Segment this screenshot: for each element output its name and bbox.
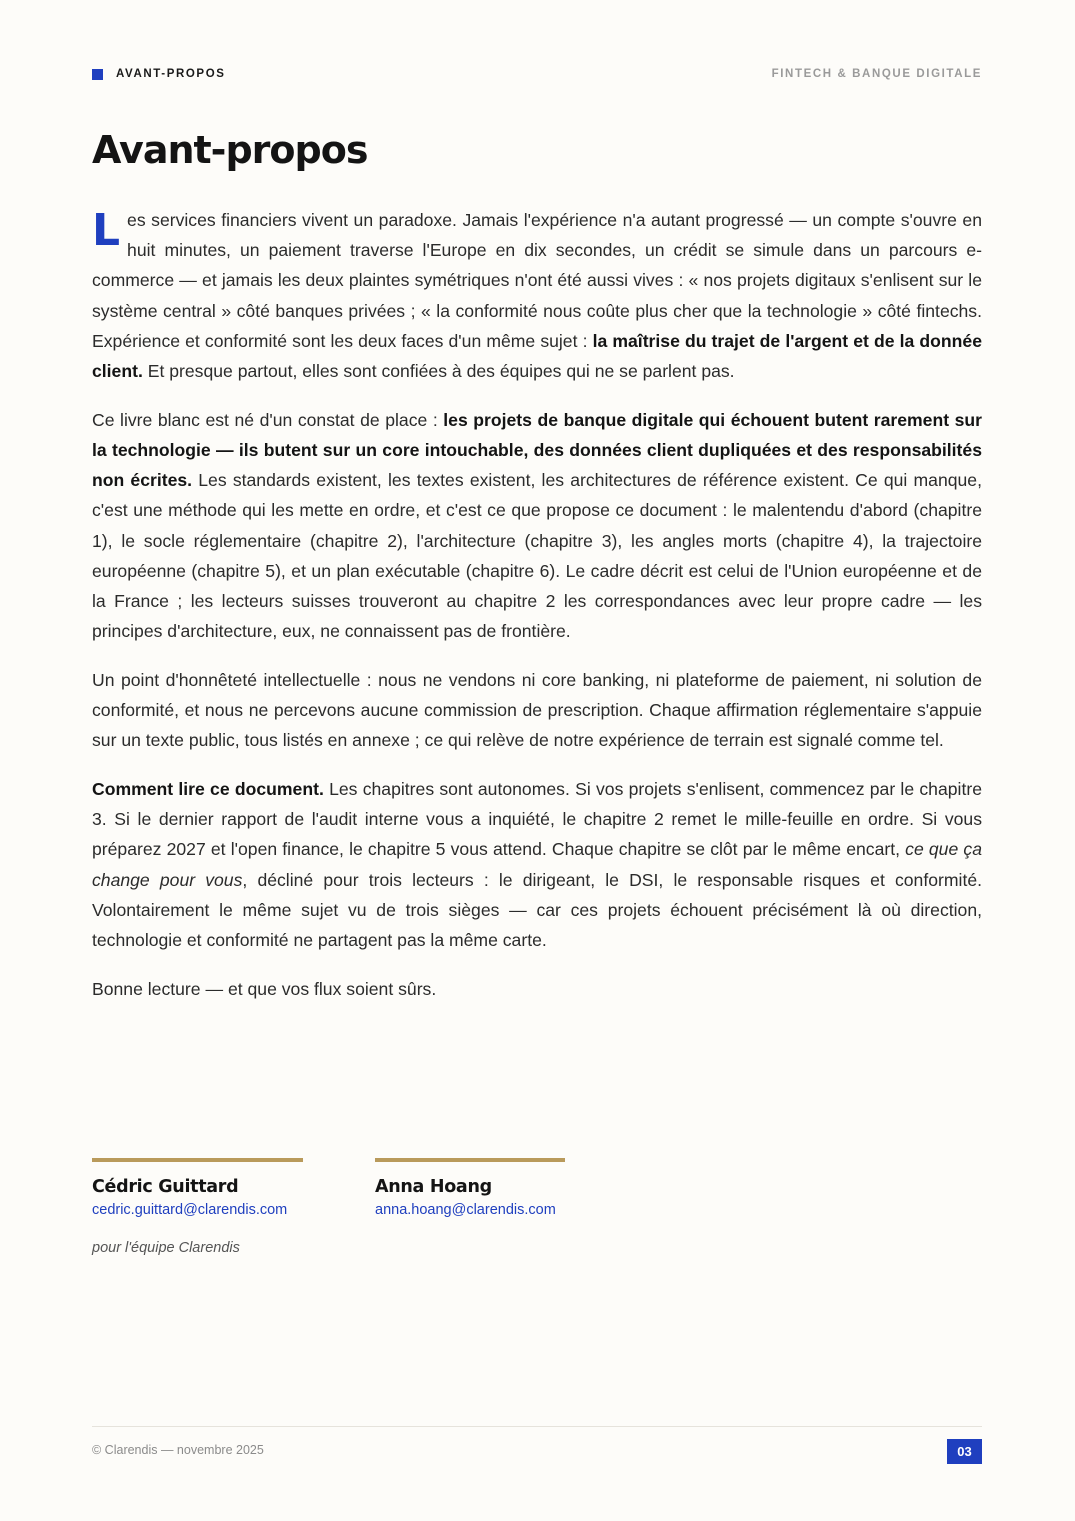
signature-block [375, 1158, 565, 1218]
signature-rule [92, 1158, 303, 1162]
header-section-group [92, 68, 226, 80]
page-number-badge: 03 [947, 1439, 982, 1464]
signature-rule [375, 1158, 565, 1162]
signature-email-link[interactable]: cedric.guittard@clarendis.com [92, 1202, 288, 1218]
paragraph-comment-lire-text-a: Les chapitres sont autonomes. Si vos projets s'enlisent, commencez par le chapitre 3. Si le dernier rapport de l'audit interne vous a inquiété, le chapitre 2 remet le mille-feuille en ordre. Si vous préparez 2027 et l'open finance, le chapitre 5 vous attend. Chaque chapitre se clôt par le même encart, [92, 778, 982, 860]
paragraph-intro-text-a: es services financiers vivent un paradoxe. Jamais l'expérience n'a autant progressé — un compte s'ouvre en huit minutes, un paiement traverse l'Europe en dix secondes, un crédit se simule dans un parcours e-commerce — et jamais les deux plaintes symétriques n'ont été aussi vives : « nos projets digitaux s'enlisent sur le système central » côté banques privées ; « la conformité nous coûte plus cher que la technologie » côté fintechs. Expérience et conformité sont les deux faces d'un même sujet : [92, 210, 982, 351]
paragraph-constat [92, 405, 982, 647]
header-section-label: AVANT-PROPOS [116, 68, 226, 80]
team-note: pour l'équipe Clarendis [92, 1240, 240, 1256]
signature-name: Cédric Guittard [92, 1177, 239, 1197]
paragraph-comment-lire-italic: ce que ça change pour vous [92, 839, 982, 890]
paragraph-comment-lire-text-b: , décliné pour trois lecteurs : le dirigeant, le DSI, le responsable risques et conformité. Volontairement le même sujet vu de trois sièges — car ces projets échouent précisément là où direction, technologie et conformité ne partagent pas la même carte. [92, 869, 983, 950]
page-header [92, 66, 982, 82]
section-marker-icon [92, 69, 103, 80]
signatures [92, 1158, 565, 1218]
page-title: Avant-propos [92, 128, 368, 172]
signature-block [92, 1158, 303, 1218]
paragraph-comment-lire-bold: Comment lire ce document. [92, 778, 324, 799]
drop-cap: L [92, 205, 121, 256]
paragraph-closing: Bonne lecture — et que vos flux soient sûrs. [92, 978, 437, 999]
paragraph-constat-text-b: Les standards existent, les textes existent, les architectures de référence existent. Ce qui manque, c'est une méthode qui les mette en ordre, et c'est ce que propose ce document : le malentendu d'abord (chapitre 1), le socle réglementaire (chapitre 2), l'architecture (chapitre 3), les angles morts (chapitre 4), la trajectoire européenne (chapitre 5), et un plan exécutable (chapitre 6). Le cadre décrit est celui de l'Union européenne et de la France ; les lecteurs suisses trouveront au chapitre 2 les correspondances avec leur propre cadre — les principes d'architecture, eux, ne connaissent pas de frontière. [92, 470, 982, 642]
paragraph-intro-bold: la maîtrise du trajet de l'argent et de la donnée client. [92, 330, 982, 382]
paragraph-intro-text-b: Et presque partout, elles sont confiées à des équipes qui ne se parlent pas. [142, 361, 735, 382]
paragraph-constat-bold: les projets de banque digitale qui échouent butent rarement sur la technologie — ils butent sur un core intouchable, des données client dupliquées et des responsabilités non écrites. [92, 409, 982, 491]
paragraph-comment-lire [92, 774, 982, 955]
header-publication-label: FINTECH & BANQUE DIGITALE [771, 68, 982, 80]
body-text [92, 205, 982, 1022]
footer-divider [92, 1426, 982, 1427]
footer-copyright: © Clarendis — novembre 2025 [92, 1443, 264, 1457]
paragraph-constat-text-a: Ce livre blanc est né d'un constat de place : [92, 409, 444, 430]
signature-name: Anna Hoang [375, 1177, 492, 1197]
paragraph-honnetete: Un point d'honnêteté intellectuelle : nous ne vendons ni core banking, ni plateforme de paiement, ni solution de conformité, et nous ne percevons aucune commission de prescription. Chaque affirmation réglementaire s'appuie sur un texte public, tous listés en annexe ; ce qui relève de notre expérience de terrain est signalé comme tel. [92, 669, 982, 751]
signature-email-link[interactable]: anna.hoang@clarendis.com [375, 1202, 556, 1218]
paragraph-intro [92, 205, 982, 386]
